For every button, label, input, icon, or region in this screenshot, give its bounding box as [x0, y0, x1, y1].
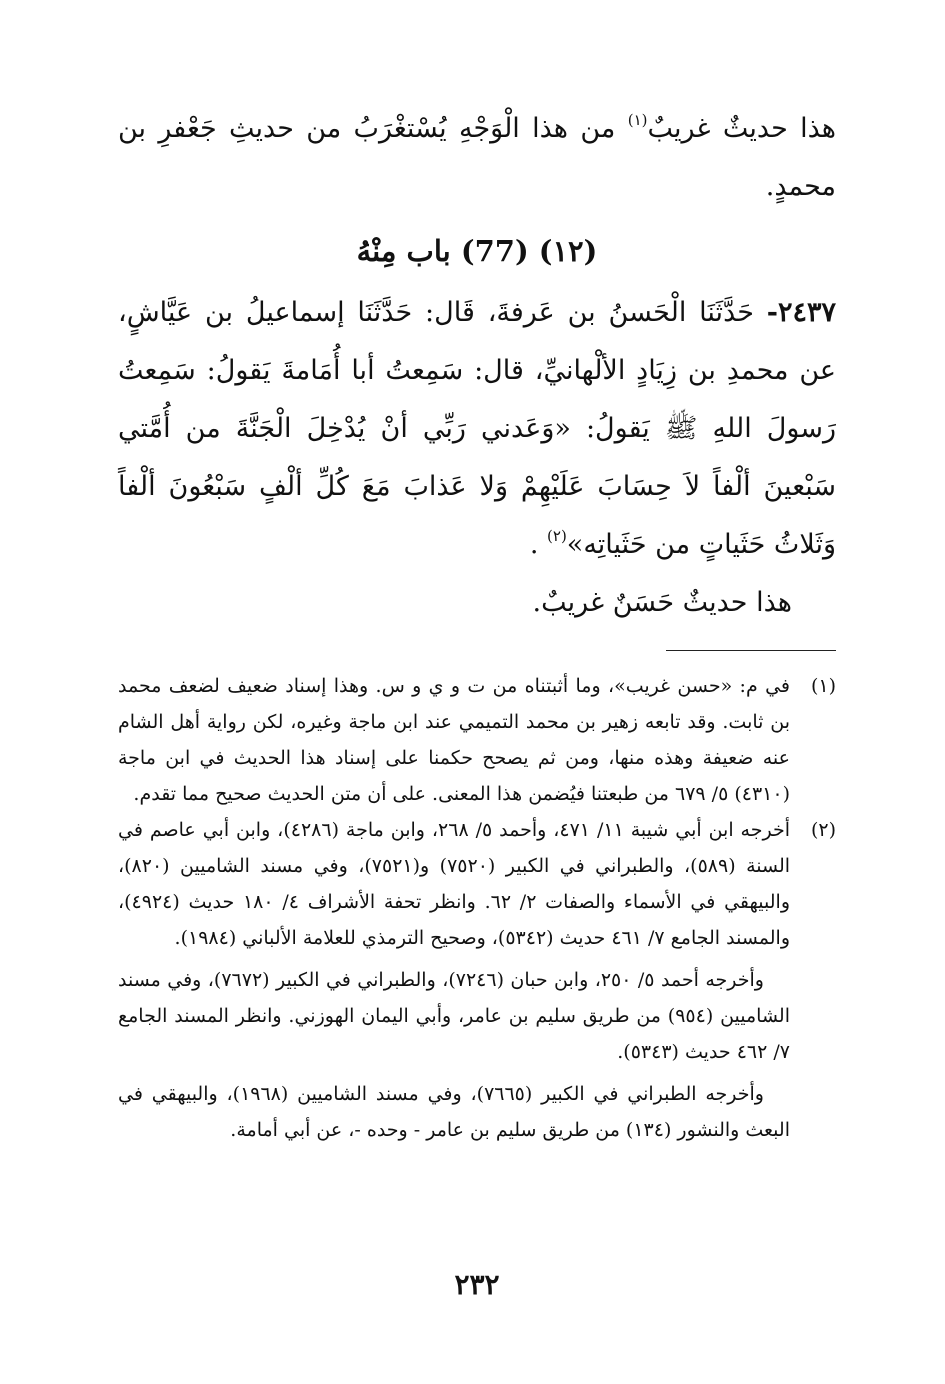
- footnote-paragraph: وأخرجه الطبراني في الكبير (٧٦٦٥)، وفي مسند الشاميين (١٩٦٨)، والبيهقي في البعث والنشور (١٣٤) من طريق سليم بن عامر - وحده -، عن أبي أمامة.: [118, 1083, 790, 1141]
- footnote-number: (١): [810, 675, 836, 697]
- footnote-paragraph: أخرجه ابن أبي شيبة ١١/ ٤٧١، وأحمد ٥/ ٢٦٨، وابن ماجة (٤٢٨٦)، وابن أبي عاصم في السنة (٥٨٩)، والطبراني في الكبير (٧٥٢٠) و(٧٥٢١)، وفي مسند الشاميين (٨٢٠)، والبيهقي في الأسماء والصفات ٢/ ٦٢. وانظر تحفة الأشراف ٤/ ١٨٠ حديث (٤٩٢٤)، والمسند الجامع ٧/ ٤٦١ حديث (٥٣٤٢)، وصحيح الترمذي للعلامة الألباني (١٩٨٤).: [118, 819, 791, 949]
- hadith-number: ٢٤٣٧-: [766, 297, 837, 328]
- footnote-ref-2: (٢): [547, 527, 567, 545]
- footnote-2: [118, 812, 836, 1148]
- footnote-number: (٢): [810, 819, 836, 841]
- footnote-separator: [666, 650, 836, 651]
- hadith-paragraph: [118, 284, 836, 574]
- footnote-paragraph: وأخرجه أحمد ٥/ ٢٥٠، وابن حبان (٧٢٤٦)، والطبراني في الكبير (٧٦٧٢)، وفي مسند الشاميين (٩٥٤) من طريق سليم بن عامر، وأبي اليمان الهوزني. وانظر المسند الجامع ٧/ ٤٦٢ حديث (٥٣٤٣).: [118, 969, 790, 1063]
- page-number: ٢٣٢: [454, 1268, 500, 1301]
- hadith-end: .: [529, 529, 548, 560]
- hadith-grading: هذا حديثٌ حَسَنٌ غريبٌ.: [532, 587, 792, 618]
- footnote-1: [118, 668, 836, 812]
- chapter-heading: (١٢) (77) باب مِنْهُ: [356, 234, 598, 268]
- hadith-text: حَدَّثَنَا الْحَسنُ بن عَرفةَ، قَال: حَدَّثَنَا إسماعيلُ بن عَيَّاشٍ، عن محمدِ بن زِيَادٍ الألْهانيِّ، قال: سَمِعتُ أبا أُمَامةَ يَقولُ: سَمِعتُ رَسولَ اللهِ ﷺ يَقولُ: «وَعَدني رَبِّي أنْ يُدْخِلَ الْجَنَّةَ من أُمَّتي سَبْعينَ ألْفاً لاَ حِسَابَ عَلَيْهِمْ وَلا عَذابَ مَعَ كُلِّ ألْفٍ سَبْعُونَ ألْفاً وَثَلاثُ حَثَياتٍ من حَثَياتِه»: [118, 297, 836, 560]
- paragraph-hadith-comment: [118, 100, 836, 216]
- comment-text: هذا حديثٌ غريبٌ: [647, 113, 836, 144]
- main-text: [118, 100, 836, 632]
- footnote-ref-1: (١): [627, 111, 648, 129]
- footnote-body: [118, 668, 790, 812]
- footnote-body: [118, 812, 790, 1148]
- book-page: [118, 100, 836, 1360]
- footnote-paragraph: في م: «حسن غريب»، وما أثبتناه من ت و ي و س. وهذا إسناد ضعيف لضعف محمد بن ثابت. وقد تابعه زهير بن محمد التميمي عند ابن ماجة وغيره، لكن رواية أهل الشام عنه ضعيفة وهذه منها، ومن ثم يصحح حكمنا على إسناد هذا الحديث في ابن ماجة (٤٣١٠) ٥/ ٦٧٩ من طبعتنا فيُضمن هذا المعنى. على أن متن الحديث صحيح مما تقدم.: [118, 675, 790, 805]
- footnotes: [118, 668, 836, 1148]
- comment-text-cont: من هذا الْوَجْهِ يُسْتغْرَبُ من حديثِ جَعْفرِ بن محمدٍ.: [118, 113, 836, 202]
